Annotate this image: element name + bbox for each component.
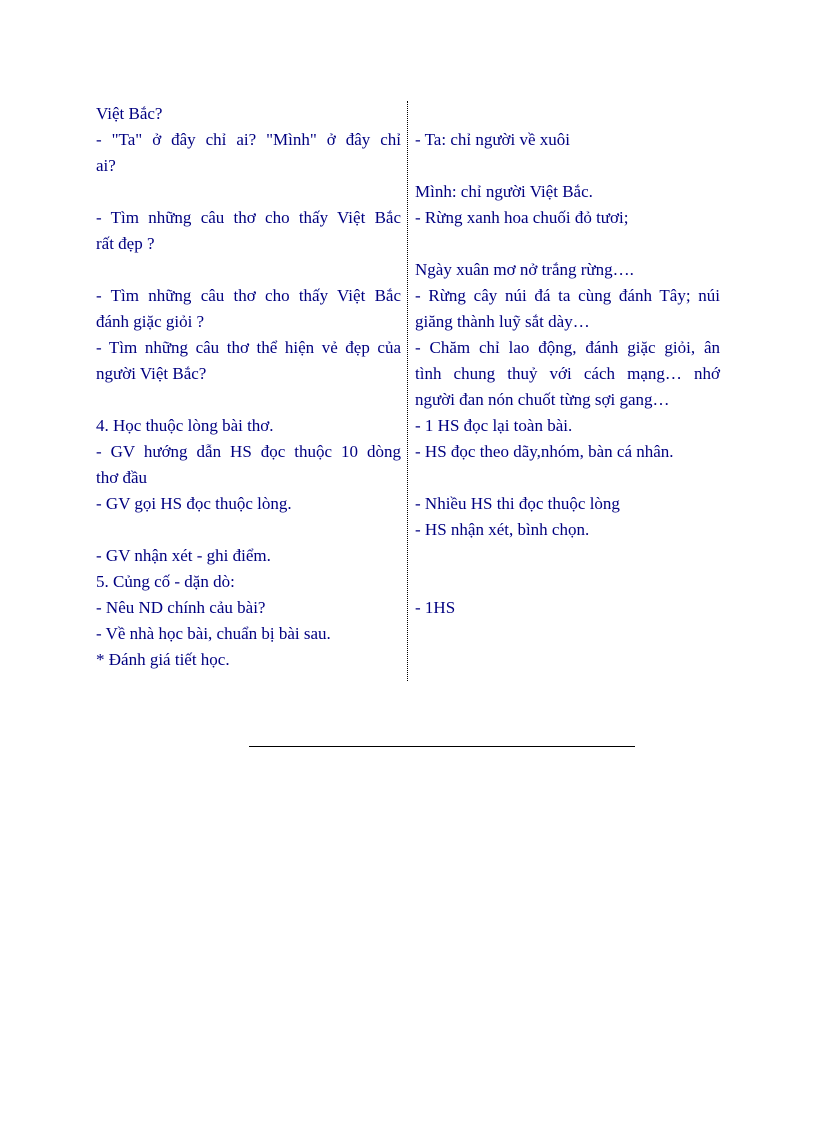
blank-line <box>415 647 720 673</box>
text-line: - Về nhà học bài, chuẩn bị bài sau. <box>96 624 331 643</box>
text-line: - GV gọi HS đọc thuộc lòng. <box>96 494 292 513</box>
blank-line <box>415 153 720 179</box>
blank-line <box>96 257 401 283</box>
text-line: đánh giặc giỏi ? <box>96 312 205 331</box>
column-divider <box>407 101 408 681</box>
text-line: Mình: chỉ người Việt Bắc. <box>415 182 593 201</box>
text-line: - GV hướng dẫn HS đọc thuộc 10 dòng <box>96 442 401 461</box>
section-heading: 5. Củng cố - dặn dò: <box>96 572 235 591</box>
text-line: người Việt Bắc? <box>96 364 207 383</box>
text-line: - GV nhận xét - ghi điểm. <box>96 546 271 565</box>
text-line: - Tìm những câu thơ thể hiện vẻ đẹp của <box>96 338 401 357</box>
text-line: - 1HS <box>415 598 456 617</box>
blank-line <box>96 179 401 205</box>
text-line: - "Ta" ở đây chỉ ai? "Mình" ở đây chỉ <box>96 130 401 149</box>
blank-line <box>415 621 720 647</box>
blank-line <box>415 101 720 127</box>
text-line: - HS đọc theo dãy,nhóm, bàn cá nhân. <box>415 442 674 461</box>
text-line: tình chung thuỷ với cách mạng… nhớ <box>415 364 720 383</box>
student-activities-column <box>415 101 720 673</box>
text-line: thơ đầu <box>96 468 148 487</box>
text-line: - Nêu ND chính cảu bài? <box>96 598 266 617</box>
text-line: - Tìm những câu thơ cho thấy Việt Bắc <box>96 208 401 227</box>
text-line: * Đánh giá tiết học. <box>96 650 230 669</box>
blank-line <box>415 543 720 569</box>
blank-line <box>415 231 720 257</box>
section-heading: 4. Học thuộc lòng bài thơ. <box>96 416 274 435</box>
text-line: - Rừng xanh hoa chuối đỏ tươi; <box>415 208 629 227</box>
text-line: người đan nón chuốt từng sợi gang… <box>415 390 670 409</box>
text-line: rất đẹp ? <box>96 234 155 253</box>
text-line: Việt Bắc? <box>96 104 163 123</box>
text-line: Ngày xuân mơ nở trắng rừng…. <box>415 260 634 279</box>
text-line: ai? <box>96 156 116 175</box>
text-line: - Nhiều HS thi đọc thuộc lòng <box>415 494 620 513</box>
text-line: - 1 HS đọc lại toàn bài. <box>415 416 573 435</box>
horizontal-rule <box>249 746 635 747</box>
blank-line <box>415 465 720 491</box>
text-line: - Ta: chỉ người về xuôi <box>415 130 571 149</box>
blank-line <box>96 387 401 413</box>
text-line: - Rừng cây núi đá ta cùng đánh Tây; núi <box>415 286 720 305</box>
text-line: giăng thành luỹ sắt dày… <box>415 312 590 331</box>
text-line: - HS nhận xét, bình chọn. <box>415 520 590 539</box>
text-line: - Tìm những câu thơ cho thấy Việt Bắc <box>96 286 401 305</box>
blank-line <box>415 569 720 595</box>
blank-line <box>96 517 401 543</box>
teacher-activities-column <box>96 101 401 673</box>
text-line: - Chăm chỉ lao động, đánh giặc giỏi, ân <box>415 338 720 357</box>
